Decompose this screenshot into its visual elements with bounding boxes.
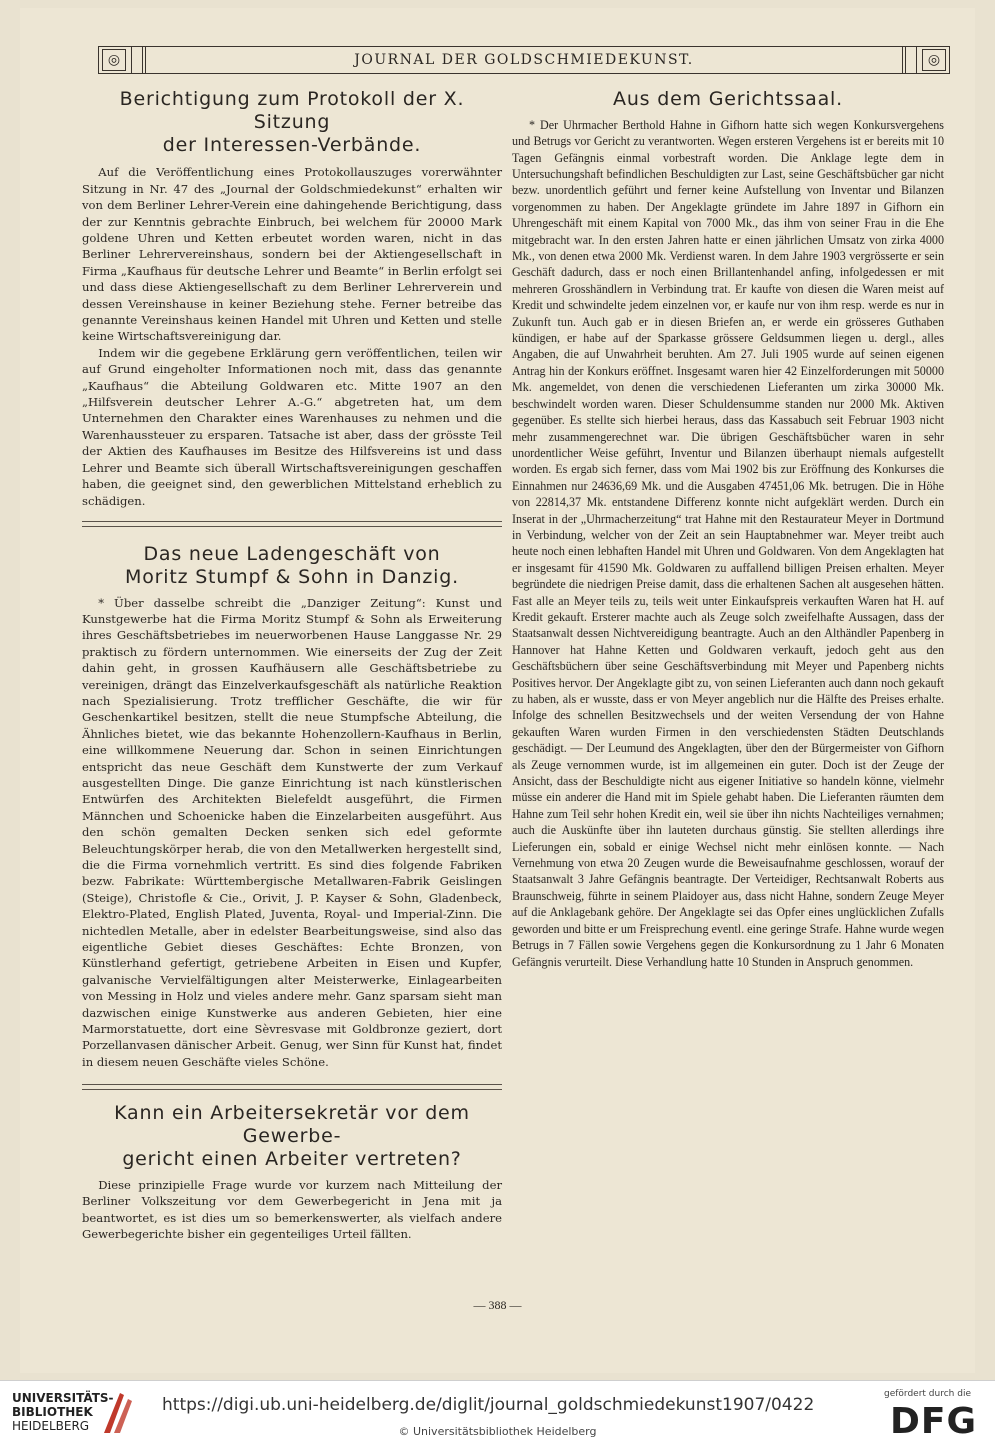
journal-title: JOURNAL DER GOLDSCHMIEDEKUNST.: [145, 47, 903, 73]
left-column: [82, 88, 502, 1242]
ornament-icon: ◎: [102, 49, 126, 71]
article-paragraph: Diese prinzipielle Frage wurde vor kurzem nach Mitteilung der Berliner Volkszeitung vor dem Gewerbegericht in Jena mit ja beantwortet, es ist dies um so bemerkenswerter, als vielfach andere Gewerbegerichte bisher ein gegenteiliges Urteil fällten.: [82, 1177, 502, 1241]
page-number: — 388 —: [473, 1298, 522, 1312]
dfg-logo: DFG: [889, 1401, 977, 1442]
copyright-notice: © Universitätsbibliothek Heidelberg: [398, 1425, 597, 1438]
funding-note: gefördert durch die: [884, 1389, 971, 1399]
header-rule: [905, 47, 917, 73]
article-title: Berichtigung zum Protokoll der X. Sitzung: [119, 88, 465, 133]
journal-header: [98, 46, 950, 74]
article-paragraph: * Über dasselbe schreibt die „Danziger Zeitung“: Kunst und Kunstgewerbe hat die Firma Moritz Stumpf & Sohn als Erweiterung ihres Geschäftsbetriebes im neuerworbenen Hause Langgasse Nr. 29 praktisch zu fördern unternommen. Wie einerseits der Zug der Zeit dahin geht, in grossen Kaufhäusern alle Geschäftsbetriebe zu vereinigen, drängt das Einzelverkaufsgeschäft als natürliche Reaktion nach Spezialisierung. Trotz trefflicher Geschäfte, die wir für Geschenkartikel besitzen, stellt die neue Stumpfsche Abteilung, die Ähnliches bietet, wie das bekannte Hohenzollern-Kaufhaus in Berlin, eine willkommene Neuerung dar. Schon in seinen Einrichtungen entspricht das neue Geschäft dem Kunstwerte der zum Verkauf ausgestellten Dinge. Die ganze Einrichtung ist nach künstlerischen Entwürfen des Architekten Bielefeldt ausgeführt, die Firmen Männchen und Schoenicke haben die Einzelarbeiten ausgeführt. Aus den schön gemalten Decken senken sich edel geformte Beleuchtungskörper herab, die von den Metallwerken hergestellt sind, die die Firma vornehmlich vertritt. Es sind dies folgende Fabriken bezw. Fabrikate: Württembergische Metallwaren-Fabrik Geislingen (Steige), Christofle & Cie., Orivit, J. P. Kayser & Sohn, Gladenbeck, Elektro-Plated, English Plated, Juventa, Royal- und Imperial-Zinn. Die nichtedlen Metalle, aber in edelster Bearbeitungsweise, sind also das eigentliche Gebiet dieses Geschäftes: Echte Bronzen, von Künstlerhand gefertigt, getriebene Arbeiten in Eisen und Kupfer, galvanische Vervielfältigungen alter Meisterwerke, Einlagearbeiten von Messing in Holz und vieles andere mehr. Ganz sparsam sieht man dazwischen einige Kunstwerke aus anderen Gebieten, hier eine Marmorstatuette, dort eine Sèvresvase mit Goldbronze geziert, dort Porzellanvasen dänischer Arbeit. Genug, wer Sinn für Kunst hat, findet in diesem neuen Geschäfte vieles Schöne.: [82, 595, 502, 1069]
article-title: gericht einen Arbeiter vertreten?: [122, 1147, 462, 1170]
right-column: [512, 88, 944, 970]
section-divider: [82, 521, 502, 527]
logo-line: BIBLIOTHEK: [12, 1405, 93, 1419]
article-paragraph: * Der Uhrmacher Berthold Hahne in Gifhorn hatte sich wegen Konkursvergehens und Betrugs vor Gericht zu verantworten. Wegen ersteren Vergehens ist er bereits mit 10 Tagen Gefängnis einmal vorbestraft worden. Die Anklage legte dem in Untersuchungshaft befindlichen Beschuldigten zur Last, seine Geschäftsbücher gar nicht bezw. unordentlich geführt und ferner keine Aufstellung von Inventar und Bilanzen vorgenommen zu haben. Der Angeklagte gründete im Jahre 1897 in Gifhorn ein Uhrengeschäft mit einem Kapital von 7000 Mk., das ihm von seiner Frau in die Ehe mitgebracht war. In den ersten Jahren hatte er einen jährlichen Umsatz von zirka 4000 Mk., von denen etwa 2000 Mk. Verdienst waren. In dem Jahre 1903 vergrösserte er sein Geschäft dadurch, dass er noch einen Brillantenhandel anfing, infolgedessen er mit mehreren Grosshändlern in Verbindung trat. Er kaufte von diesen die Waren meist auf Kredit und schwindelte jedem einzelnen vor, er kaufe nur von ihm resp. werde es nur in Zukunft tun. Auch gab er in diesen Briefen an, er werde ein grösseres Guthaben kündigen, er habe auf der Sparkasse grössere Geldsummen liegen u. dergl., alles Angaben, die auf Unwahrheit beruhten. Am 27. Juli 1905 wurde auf seinen eigenen Antrag hin der Konkurs eröffnet. Insgesamt waren hier 42 Einzelforderungen mit 50000 Mk. angemeldet, von denen die verschiedenen Lieferanten um zirka 30000 Mk. beschwindelt worden waren. Dieser Schuldensumme standen nur 2000 Mk. Aktiven gegenüber. Es stellte sich hierbei heraus, dass das Kassabuch seit Februar 1903 nicht mehr zusammengerechnet war. Die übrigen Geschäftsbücher waren in sehr unordentlicher Weise geführt, Inventur und Bilanzen überhaupt niemals aufgestellt worden. Es ergab sich ferner, dass vom Mai 1902 bis zur Eröffnung des Konkurses die Einnahmen nur 24636,69 Mk. und die Ausgaben 47451,06 Mk. betrugen. Die in Höhe von 22814,37 Mk. entstandene Differenz konnte nicht aufgeklärt werden. Durch ein Inserat in der „Uhrmacherzeitung“ trat Hahne mit den Restaurateur Meyer in Dortmund in Verbindung, welcher von der Zeit an sein Hauptabnehmer war. Meyer treibt auch heute noch einen lebhaften Handel mit Uhren und Goldwaren. Von dem Angeklagten hat er insgesamt für 41590 Mk. Goldwaren zu auffallend billigen Preisen erhalten. Meyer begründete die niedrigen Preise damit, dass die erhaltenen Sachen alt ausgesehen hätten. Fast alle an Meyer teils zu, teils weit unter Einkaufspreis verkauften Waren hat H. auf Kredit gekauft. Ersterer machte auch als Zeuge solch zweifelhafte Aussagen, dass der Staatsanwalt dessen Nichtvereidigung beantragte. Auch an den Althändler Papenberg in Hannover hat Hahne Ketten und Goldwaren verkauft, jedoch geht aus den Geschäftsbüchern über seine Geschäftsverbindung mit Meyer und Papenberg nichts Positives hervor. Der Angeklagte gibt zu, von seinen Lieferanten auch dann noch gekauft zu haben, als er wusste, dass er von Meyer angeblich nur die Hälfte des Preises erhalte. Infolge des schnellen Besitzwechsels und der weiten Versendung der von Hahne gekauften Waren wurden Firmen in den verschiedensten Städten Deutschlands geschädigt. — Der Leumund des Angeklagten, über den der Bürgermeister von Gifhorn als Zeuge vernommen wurde, ist im allgemeinen ein guter. Doch ist der Zeuge der Ansicht, dass der Beschuldigte nicht aus eigener Initiative so handeln könne, vielmehr müsse ein anderer die Hand mit im Spiele gehabt haben. Die Lieferanten räumten dem Hahne zum Teil sehr hohen Kredit ein, weil sie über ihn nichts Nachteiliges vernahmen; auch die Auskünfte über ihn lauteten durchaus günstig. Sie stellten allerdings ihre Lieferungen ein, sobald er einige Wechsel nicht mehr einlösen konnte. — Nach Vernehmung von etwa 20 Zeugen wurde die Beweisaufnahme geschlossen, worauf der Staatsanwalt 3 Jahre Gefängnis beantragte. Der Verteidiger, Rechtsanwalt Roberts aus Braunschweig, führte in seinem Plaidoyer aus, dass nicht Hahne, sondern Zeuge Meyer auf die Anklagebank gehöre. Der Angeklagte sei das Opfer eines unglücklichen Zufalls geworden und bitte er um Freisprechung eventl. eine geringe Strafe. Hahne wurde wegen Betrugs in 7 Fällen sowie Vergehens gegen die Konkursordnung zu 1 Jahr 6 Monaten Gefängnis verurteilt. Diese Verhandlung hatte 10 Stunden in Anspruch genommen.: [512, 117, 944, 969]
article-title: Aus dem Gerichtssaal.: [613, 88, 843, 110]
article-title: Moritz Stumpf & Sohn in Danzig.: [125, 565, 459, 588]
article-paragraph: Indem wir die gegebene Erklärung gern veröffentlichen, teilen wir auf Grund eingeholter Informationen noch mit, dass das genannte „Kaufhaus“ die Abteilung Goldwaren etc. Mitte 1907 an den „Hilfsverein deutscher Lehrer A.-G.“ abgetreten hat, um dem Unternehmen den Charakter eines Warenhauses zu nehmen und die Warenhaussteuer zu ersparen. Tatsache ist aber, dass der grösste Teil der Aktien des Kaufhauses im Besitze des Hilfsvereins ist und dass Lehrer und Beamte sich überall Wirtschaftsvereinigungen geschaffen haben, die geeignet sind, den gewerblichen Mittelstand erheblich zu schädigen.: [82, 345, 502, 508]
section-divider: [82, 1084, 502, 1090]
source-link[interactable]: https://digi.ub.uni-heidelberg.de/diglit/journal_goldschmiedekunst1907/0422: [162, 1395, 815, 1415]
article-title: Kann ein Arbeitersekretär vor dem Gewerbe-: [114, 1102, 470, 1148]
logo-line: UNIVERSITÄTS-: [12, 1391, 114, 1405]
article-title: der Interessen-Verbände.: [162, 133, 422, 156]
header-rule: [131, 47, 143, 73]
article-paragraph: Auf die Veröffentlichung eines Protokollauszuges vorerwähnter Sitzung in Nr. 47 des „Journal der Goldschmiedekunst“ erhalten wir von dem Berliner Lehrer-Verein eine dahingehende Berichtigung, dass der zur Kenntnis gebrachte Einbruch, bei welchem für 20000 Mark goldene Uhren und Ketten erbeutet worden waren, nicht in das Berliner Lehrervereinshaus, sondern bei der Aktiengesellschaft in Firma „Kaufhaus für deutsche Lehrer und Beamte“ in Berlin erfolgt sei und dass diese Aktiengesellschaft zu dem Berliner Lehrerverein und dessen Vereinshause in keiner Beziehung stehe. Ferner betreibe das genannte Vereinshaus keinen Handel mit Uhren und Ketten und stelle keine Wirtschaftsvereinigung dar.: [82, 165, 502, 344]
ornament-icon: ◎: [922, 49, 946, 71]
library-footer: [0, 1380, 995, 1451]
logo-line: HEIDELBERG: [12, 1419, 90, 1433]
article-title: Das neue Ladengeschäft von: [143, 542, 441, 565]
